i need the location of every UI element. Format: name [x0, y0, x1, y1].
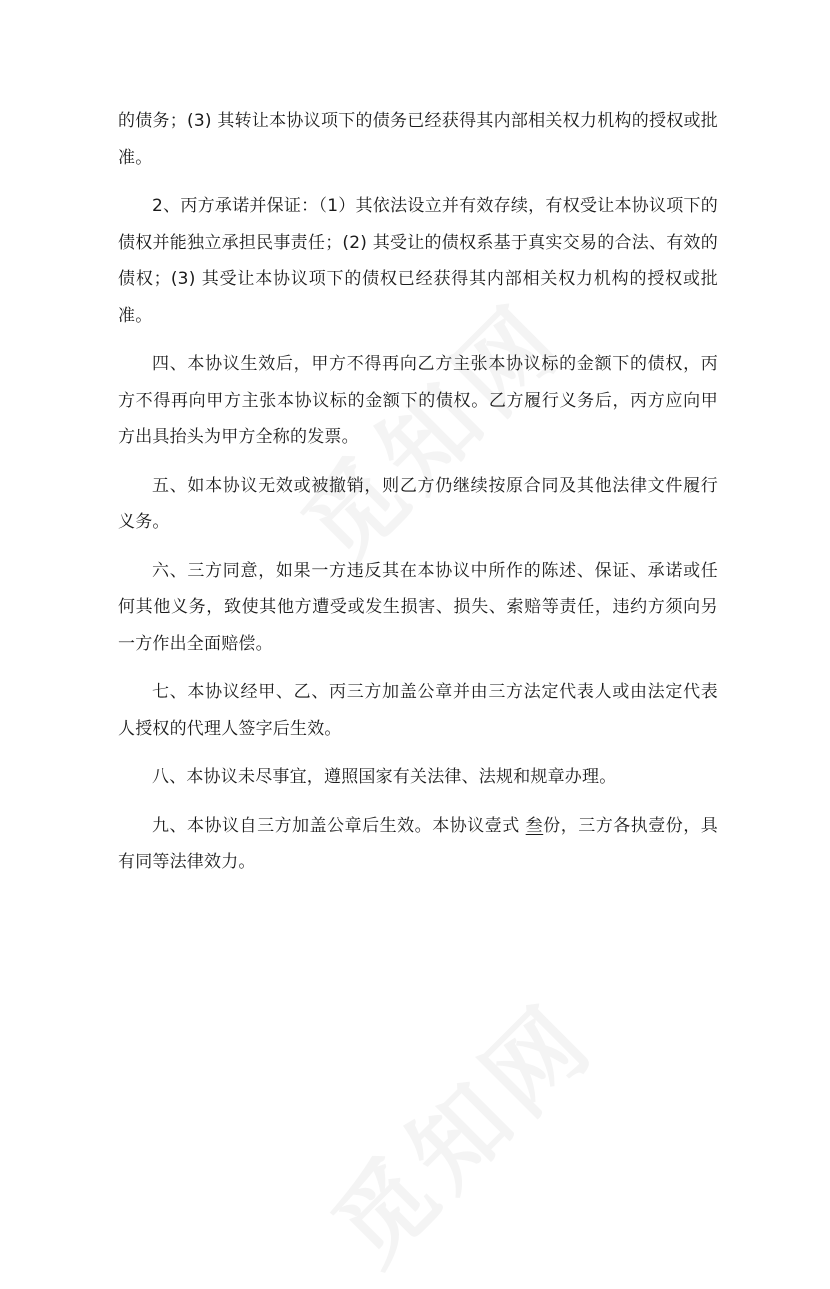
- paragraph-clause-9: [118, 808, 718, 881]
- clause-9-text-after: 份，三方各执壹份，具有同等法律效力。: [118, 815, 718, 872]
- paragraph-clause-6: 六、三方同意，如果一方违反其在本协议中所作的陈述、保证、承诺或任何其他义务，致使其他方遭受或发生损害、损失、索赔等责任，违约方须向另一方作出全面赔偿。: [118, 560, 718, 654]
- paragraph-clause-2-party-c: 2、丙方承诺并保证：（1）其依法设立并有效存续，有权受让本协议项下的债权并能独立承担民事责任；(2) 其受让的债权系基于真实交易的合法、有效的债权；(3) 其受让本协议项下的债权已经获得其内部相关权力机构的授权或批准。: [118, 196, 718, 326]
- paragraph-clause-5: 五、如本协议无效或被撤销，则乙方仍继续按原合同及其他法律文件履行义务。: [118, 475, 718, 532]
- paragraph-clause-4: 四、本协议生效后，甲方不得再向乙方主张本协议标的金额下的债权，丙方不得再向甲方主张本协议标的金额下的债权。乙方履行义务后，丙方应向甲方出具抬头为甲方全称的发票。: [118, 354, 718, 447]
- paragraph-clause-7: 七、本协议经甲、乙、丙三方加盖公章并由三方法定代表人或由法定代表人授权的代理人签字后生效。: [118, 682, 718, 739]
- paragraph-debt-transfer-continued: 的债务；(3) 其转让本协议项下的债务已经获得其内部相关权力机构的授权或批准。: [118, 111, 718, 168]
- clause-9-text-before: 九、本协议自三方加盖公章后生效。本协议壹式: [152, 815, 526, 836]
- copies-count: 叁: [525, 815, 544, 836]
- paragraph-clause-8: 八、本协议未尽事宜，遵照国家有关法律、法规和规章办理。: [152, 767, 617, 787]
- watermark: [298, 968, 620, 1289]
- document-body: [118, 103, 718, 881]
